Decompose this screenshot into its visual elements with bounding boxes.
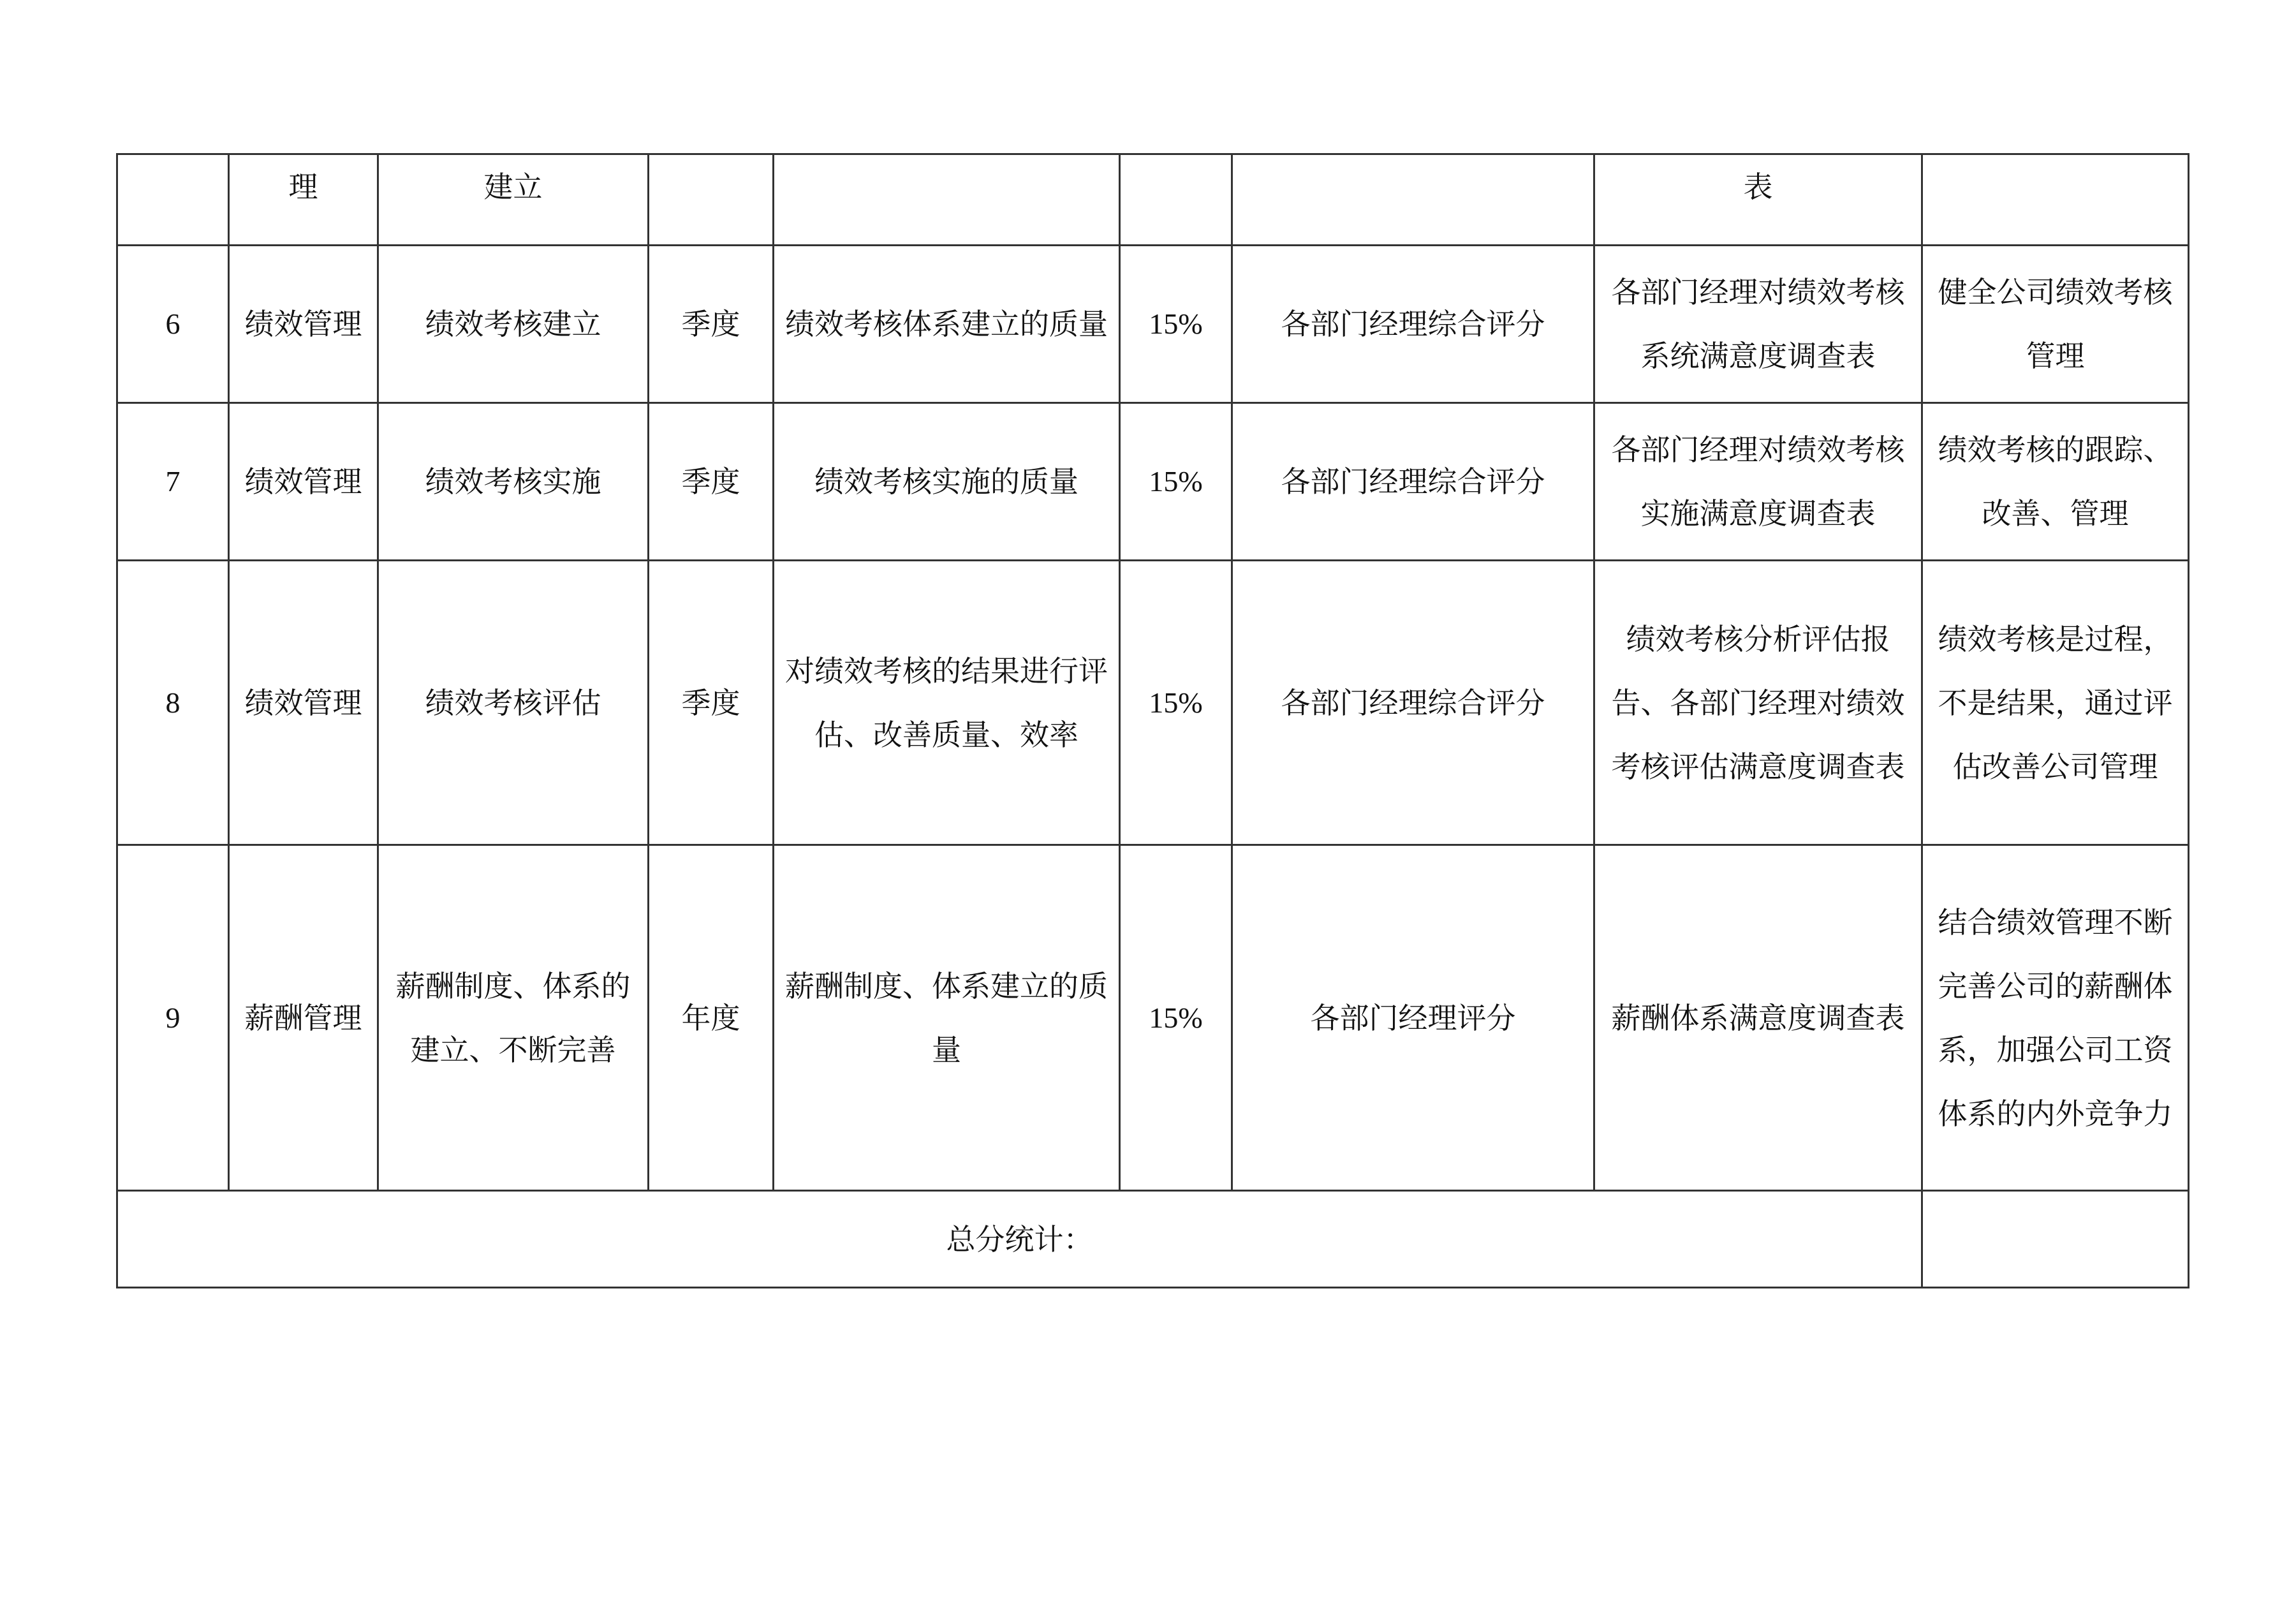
cell-method: 各部门经理综合评分 [1232,561,1594,845]
cell-note [1922,154,2189,246]
cell-cycle: 季度 [649,561,774,845]
cell-dimension: 绩效管理 [229,561,378,845]
cell-source: 表 [1594,154,1922,246]
cell-weight: 15% [1120,403,1232,561]
cell-dimension: 薪酬管理 [229,845,378,1191]
cell-no [117,154,229,246]
cell-cycle: 年度 [649,845,774,1191]
cell-method: 各部门经理综合评分 [1232,246,1594,403]
cell-dimension: 理 [229,154,378,246]
cell-source: 各部门经理对绩效考核实施满意度调查表 [1594,403,1922,561]
cell-item: 绩效考核评估 [378,561,649,845]
performance-table [116,153,2189,1288]
cell-standard [774,154,1120,246]
cell-no: 8 [117,561,229,845]
cell-item: 建立 [378,154,649,246]
cell-note: 健全公司绩效考核管理 [1922,246,2189,403]
cell-cycle: 季度 [649,246,774,403]
cell-standard: 薪酬制度、体系建立的质量 [774,845,1120,1191]
cell-weight: 15% [1120,561,1232,845]
cell-method [1232,154,1594,246]
cell-cycle: 季度 [649,403,774,561]
cell-weight [1120,154,1232,246]
cell-weight: 15% [1120,845,1232,1191]
cell-item: 绩效考核建立 [378,246,649,403]
table-row-total [117,1191,2189,1288]
table-row [117,246,2189,403]
table-row-continued [117,154,2189,246]
cell-method: 各部门经理评分 [1232,845,1594,1191]
cell-dimension: 绩效管理 [229,403,378,561]
cell-standard: 绩效考核体系建立的质量 [774,246,1120,403]
cell-cycle [649,154,774,246]
cell-item: 薪酬制度、体系的建立、不断完善 [378,845,649,1191]
cell-source: 各部门经理对绩效考核系统满意度调查表 [1594,246,1922,403]
table-row [117,845,2189,1191]
total-value [1922,1191,2189,1288]
cell-standard: 对绩效考核的结果进行评估、改善质量、效率 [774,561,1120,845]
cell-no: 7 [117,403,229,561]
cell-weight: 15% [1120,246,1232,403]
cell-no: 6 [117,246,229,403]
table-row [117,403,2189,561]
cell-note: 绩效考核是过程，不是结果，通过评估改善公司管理 [1922,561,2189,845]
cell-method: 各部门经理综合评分 [1232,403,1594,561]
cell-note: 绩效考核的跟踪、改善、管理 [1922,403,2189,561]
table-row [117,561,2189,845]
cell-standard: 绩效考核实施的质量 [774,403,1120,561]
cell-source: 薪酬体系满意度调查表 [1594,845,1922,1191]
total-label: 总分统计： [117,1191,1922,1288]
cell-no: 9 [117,845,229,1191]
cell-note: 结合绩效管理不断完善公司的薪酬体系，加强公司工资体系的内外竞争力 [1922,845,2189,1191]
cell-dimension: 绩效管理 [229,246,378,403]
cell-item: 绩效考核实施 [378,403,649,561]
cell-source: 绩效考核分析评估报告、各部门经理对绩效考核评估满意度调查表 [1594,561,1922,845]
